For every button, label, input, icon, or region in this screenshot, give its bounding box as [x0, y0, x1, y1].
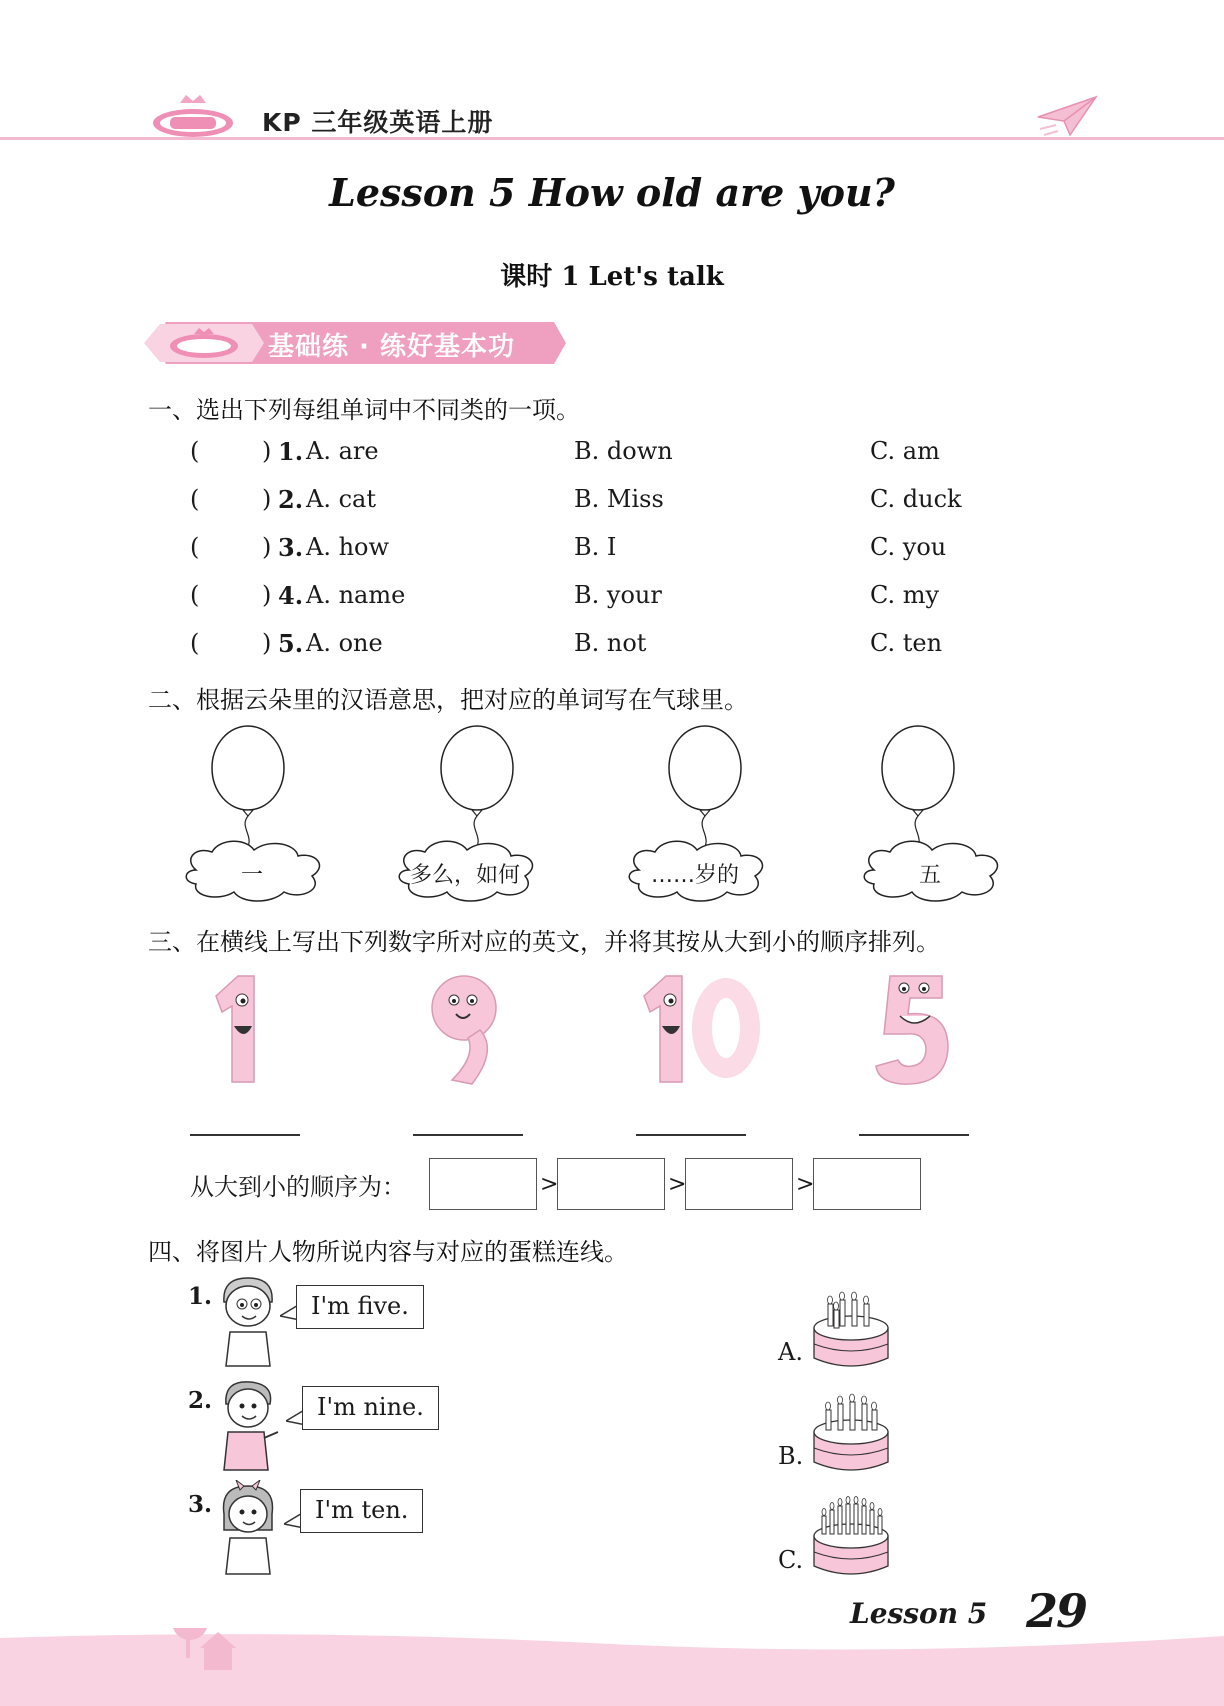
- option-a: A. one: [306, 629, 383, 657]
- speech-bubble: I'm ten.: [300, 1489, 423, 1533]
- birthday-cake-icon: [808, 1486, 894, 1578]
- speech-bubble: I'm nine.: [302, 1386, 439, 1430]
- cloud-label: 一: [240, 863, 263, 888]
- page-number: 29: [1026, 1584, 1087, 1638]
- header-divider: [0, 137, 1224, 140]
- option-c: C. my: [870, 581, 940, 609]
- question-number: 5.: [278, 629, 304, 658]
- greater-than-sign: >: [668, 1172, 687, 1197]
- footer-decoration: [0, 1628, 1224, 1706]
- question-number: 3.: [278, 533, 304, 562]
- number-one-character-icon: [202, 970, 272, 1090]
- answer-paren-left: (: [190, 533, 200, 561]
- speaker-number: 3.: [188, 1491, 213, 1518]
- section2-heading: 二、根据云朵里的汉语意思，把对应的单词写在气球里。: [148, 686, 748, 714]
- option-b: B. not: [574, 629, 647, 657]
- birthday-cake-icon: [808, 1278, 894, 1370]
- lesson-subtitle: 课时 1 Let's talk: [500, 262, 724, 292]
- answer-blank[interactable]: [859, 1134, 969, 1136]
- cloud-label: 多么，如何: [409, 863, 520, 888]
- option-b: B. your: [574, 581, 662, 609]
- option-c: C. duck: [870, 485, 962, 513]
- question-row: [190, 581, 1090, 615]
- greater-than-sign: >: [796, 1172, 815, 1197]
- option-a: A. cat: [306, 485, 376, 513]
- order-answer-box[interactable]: [813, 1158, 921, 1210]
- answer-paren-left: (: [190, 629, 200, 657]
- birthday-cake-icon: [808, 1382, 894, 1474]
- answer-blank[interactable]: [636, 1134, 746, 1136]
- banner-title: 基础练 · 练好基本功: [268, 332, 515, 362]
- answer-paren-left: (: [190, 581, 200, 609]
- footer-lesson: Lesson 5: [850, 1597, 988, 1630]
- question-row: [190, 437, 1090, 471]
- order-answer-box[interactable]: [557, 1158, 665, 1210]
- answer-blank[interactable]: [190, 1134, 300, 1136]
- speaker-number: 1.: [188, 1283, 213, 1310]
- answer-paren-left: (: [190, 437, 200, 465]
- question-row: [190, 533, 1090, 567]
- paper-plane-icon: [1036, 91, 1098, 139]
- cake-label: B.: [778, 1442, 804, 1470]
- order-label: 从大到小的顺序为：: [190, 1173, 406, 1201]
- greater-than-sign: >: [540, 1172, 559, 1197]
- section1-heading: 一、选出下列每组单词中不同类的一项。: [148, 396, 580, 424]
- section4-heading: 四、将图片人物所说内容与对应的蛋糕连线。: [148, 1238, 628, 1266]
- question-number: 1.: [278, 437, 304, 466]
- option-b: B. Miss: [574, 485, 664, 513]
- option-c: C. you: [870, 533, 947, 561]
- balloon-exercise: [180, 720, 1040, 910]
- lesson-title: Lesson 5 How old are you?: [329, 170, 895, 215]
- option-b: B. down: [574, 437, 673, 465]
- speech-bubble: I'm five.: [296, 1285, 424, 1329]
- question-number: 4.: [278, 581, 304, 610]
- answer-blank[interactable]: [413, 1134, 523, 1136]
- speaker-number: 2.: [188, 1387, 213, 1414]
- answer-paren-right: ): [262, 485, 272, 513]
- number-five-character-icon: [868, 970, 958, 1090]
- question-number: 2.: [278, 485, 304, 514]
- boy-waving-character-icon: [214, 1376, 284, 1472]
- option-c: C. ten: [870, 629, 943, 657]
- boy-character-icon: [214, 1272, 284, 1368]
- section3-heading: 三、在横线上写出下列数字所对应的英文，并将其按从大到小的顺序排列。: [148, 928, 940, 956]
- order-answer-box[interactable]: [429, 1158, 537, 1210]
- cake-label: A.: [778, 1338, 803, 1366]
- answer-paren-right: ): [262, 581, 272, 609]
- order-answer-box[interactable]: [685, 1158, 793, 1210]
- answer-paren-right: ): [262, 629, 272, 657]
- book-title: KP 三年级英语上册: [262, 108, 494, 137]
- number-nine-character-icon: [422, 970, 508, 1090]
- option-a: A. are: [306, 437, 379, 465]
- series-logo-icon: [150, 93, 236, 143]
- cloud-label: ……岁的: [650, 863, 739, 888]
- page-header: [0, 85, 1224, 145]
- question-row: [190, 485, 1090, 519]
- question-row: [190, 629, 1090, 663]
- cloud-label: 五: [918, 863, 941, 888]
- answer-paren-right: ): [262, 533, 272, 561]
- option-a: A. how: [306, 533, 390, 561]
- option-c: C. am: [870, 437, 940, 465]
- answer-paren-left: (: [190, 485, 200, 513]
- answer-paren-right: ): [262, 437, 272, 465]
- girl-character-icon: [214, 1480, 284, 1576]
- option-b: B. I: [574, 533, 617, 561]
- option-a: A. name: [306, 581, 406, 609]
- cake-label: C.: [778, 1546, 804, 1574]
- number-ten-character-icon: [630, 970, 766, 1090]
